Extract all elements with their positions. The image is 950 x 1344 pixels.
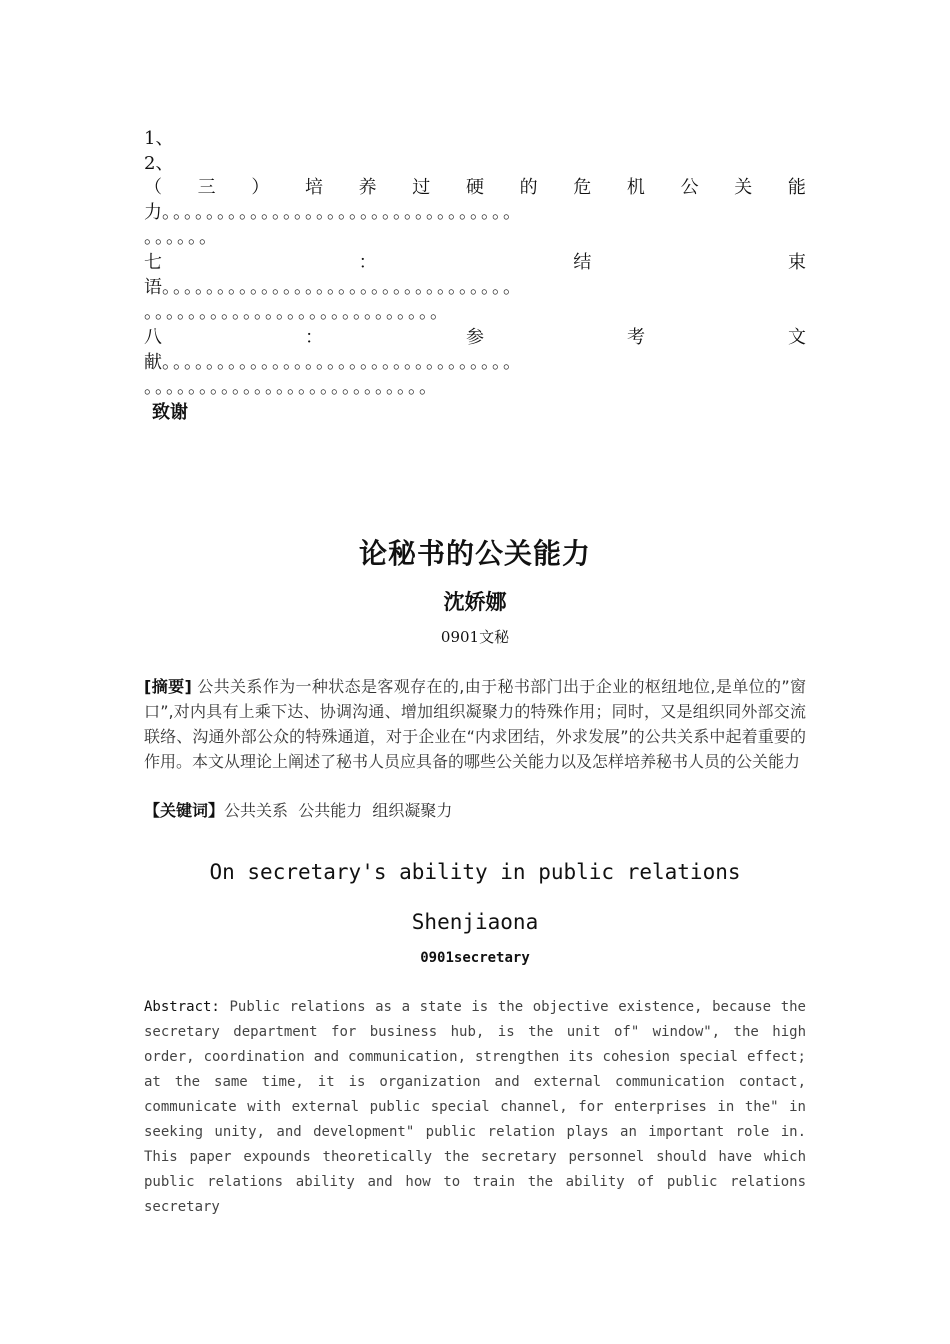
keywords-text: 公共关系 公共能力 组织凝聚力: [224, 801, 453, 820]
toc-section-7-leader: [144, 275, 806, 300]
toc-char: 养: [358, 177, 377, 198]
toc-char: 公: [680, 177, 699, 198]
toc-acknowledgements: 致谢: [152, 402, 188, 423]
abstract-en-text: Public relations as a state is the objective existence, because the secretary department for business hub, is the unit of" window", the high order, coordination and communication, strengthen its cohesion special effect; at the same time, it is organization and external communication contact, communicate with external public special channel, for enterprises in the" in seeking unity, and development" public relation plays an important role in. This paper expounds theoretically the secretary personnel should have which public relations ability and how to train the ability of public relations secretary: [144, 999, 806, 1215]
toc-char: 八: [144, 327, 162, 348]
toc-char: ：: [358, 252, 377, 273]
toc-dot-leader: 。。。。。。。。。。。。。。。。。。。。。。。。。。。。。。。。: [162, 352, 523, 373]
english-title: On secretary's ability in public relations: [209, 860, 741, 884]
toc-item-2: 2、: [144, 153, 174, 174]
toc-char: 培: [304, 177, 323, 198]
toc-dot-leader: 。。。。。。。。。。。。。。。。。。。。。。。。。。。: [144, 302, 450, 323]
toc-dot-leader: 。。。。。。。。。。。。。。。。。。。。。。。。。。。。。。。。: [162, 202, 523, 223]
toc-char: 硬: [465, 177, 484, 198]
toc-section-8-leader-cont: [144, 375, 806, 400]
toc-char: 语: [144, 277, 162, 298]
toc-char: 文: [788, 327, 806, 348]
toc-char: 束: [787, 252, 806, 273]
keywords-cn: [144, 798, 806, 823]
toc-section-7-leader-cont: [144, 300, 806, 325]
toc-dot-leader: 。。。。。。。。。。。。。。。。。。。。。。。。。。。。。。。。: [162, 277, 523, 298]
toc-char: 能: [787, 177, 806, 198]
toc-section-8-heading: [144, 325, 806, 350]
abstract-text: 公共关系作为一种状态是客观存在的,由于秘书部门出于企业的枢纽地位,是单位的”窗口”,对内具有上乘下达、协调沟通、增加组织凝聚力的特殊作用；同时，又是组织同外部交流联络、沟通外部公众的特殊通道，对于企业在“内求团结，外求发展”的公共关系中起着重要的作用。本文从理论上阐述了秘书人员应具备的哪些公关能力以及怎样培养秘书人员的公关能力: [144, 677, 806, 771]
toc-char: ）: [251, 177, 270, 198]
toc-section-3-leader-cont: [144, 225, 806, 250]
toc-char: 危: [573, 177, 592, 198]
toc-dot-leader: 。。。。。。。。。。。。。。。。。。。。。。。。。。: [144, 377, 439, 398]
author-class: 0901文秘: [440, 628, 510, 646]
toc-item-1: 1、: [144, 128, 174, 149]
toc-char: 三: [197, 177, 216, 198]
abstract-label: [摘要]: [144, 677, 192, 696]
toc-section-7-heading: [144, 250, 806, 275]
toc-char: 机: [626, 177, 645, 198]
toc-char: ：: [305, 327, 323, 348]
english-class: 0901secretary: [420, 950, 530, 966]
toc-char: 过: [412, 177, 431, 198]
toc-char: 七: [144, 252, 162, 273]
page-title: 论秘书的公关能力: [358, 537, 591, 570]
english-author: Shenjiaona: [411, 910, 539, 934]
abstract-cn: [144, 674, 806, 774]
author-name: 沈娇娜: [443, 589, 507, 614]
toc-char: 的: [519, 177, 538, 198]
abstract-en-label: Abstract:: [144, 999, 220, 1015]
toc-char: 考: [627, 327, 645, 348]
toc-section-3-leader: [144, 200, 806, 225]
toc-section-3-heading: [144, 175, 806, 200]
keywords-label: 【关键词】: [144, 801, 225, 820]
toc-char: 参: [466, 327, 484, 348]
abstract-en: [144, 995, 806, 1220]
toc-section-8-leader: [144, 350, 806, 375]
toc-char: 关: [734, 177, 753, 198]
toc-char: （: [144, 177, 162, 198]
toc-char: 力: [144, 202, 162, 223]
toc-char: 结: [573, 252, 592, 273]
toc-dot-leader: 。。。。。。: [144, 227, 219, 248]
toc-char: 献: [144, 352, 162, 373]
